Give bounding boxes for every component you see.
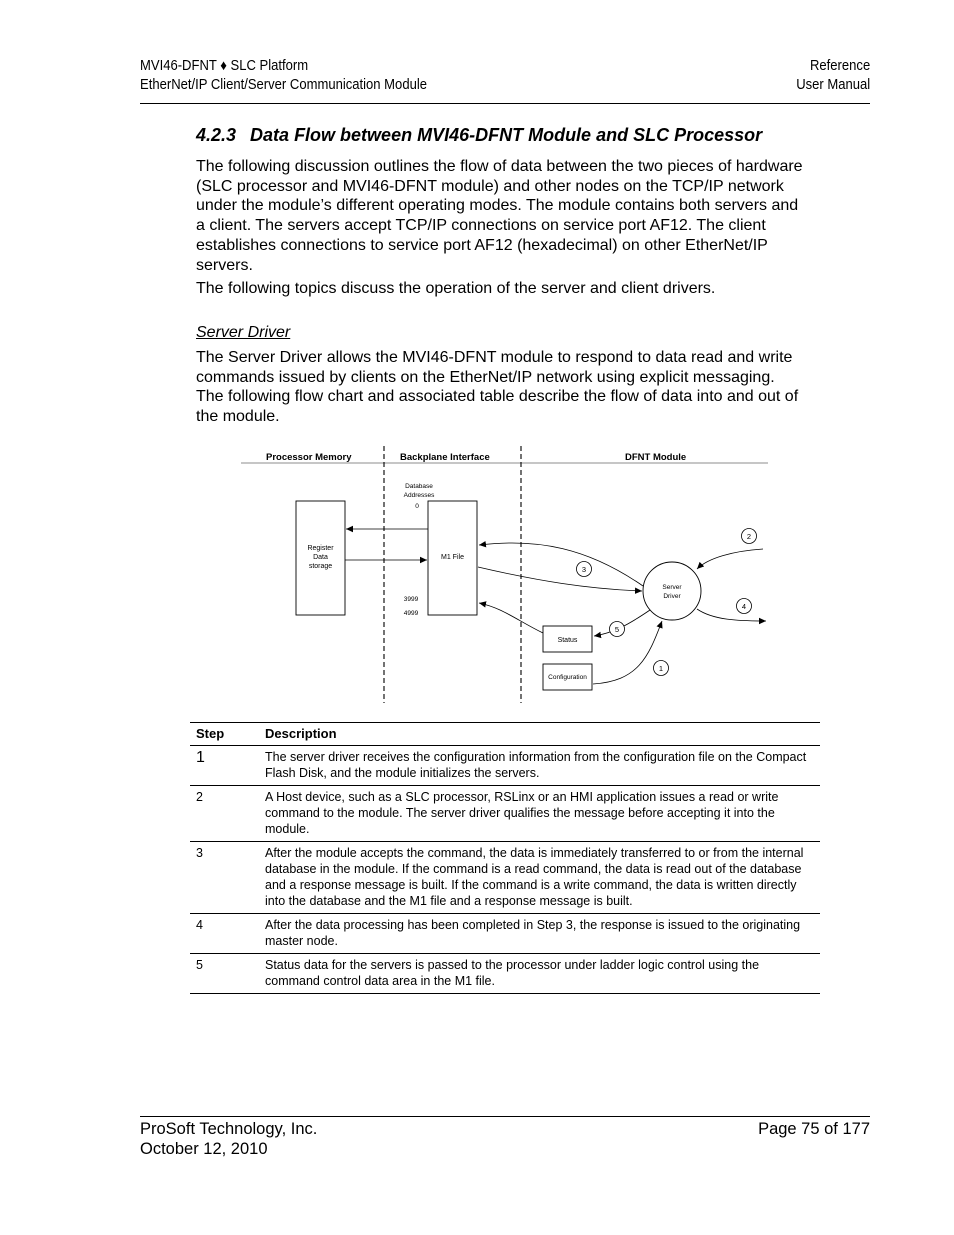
section-number: 4.2.3: [196, 125, 237, 145]
header-manual-type: User Manual: [796, 77, 870, 93]
table-row: [190, 746, 820, 786]
page-header-left: [140, 57, 427, 95]
step-description: The server driver receives the configuration information from the configuration file on the Compact Flash Disk, and the module initializes the servers.: [259, 746, 820, 786]
step-description: After the module accepts the command, the data is immediately transferred to or from the internal database in the module. If the command is a read command, the data is read out of the database and a response message is built. If the command is a write command, the data is written directly into the database and the M1 file and a response message is built.: [259, 842, 820, 914]
table-row: [190, 914, 820, 954]
step-description: A Host device, such as a SLC processor, RSLinx or an HMI application issues a read or write command to the module. The server driver qualifies the message before accepting it into the module.: [259, 786, 820, 842]
m1-file-label: M1 File: [441, 554, 464, 561]
callout-3-label: 3: [581, 565, 587, 574]
arrow-status-to-m1: [479, 603, 543, 633]
arrow-host-to-server: [697, 549, 763, 569]
callout-2-label: 2: [746, 532, 752, 541]
register-label-1: Register: [307, 545, 334, 552]
step-description: Status data for the servers is passed to the processor under ladder logic control using the command control data area in the M1 file.: [259, 954, 820, 994]
server-driver-paragraph: The Server Driver allows the MVI46-DFNT module to respond to data read and write commands issued by clients on the EtherNet/IP network using explicit messaging. The following flow chart and associated table describe the flow of data into and out of the module.: [196, 349, 799, 426]
section-heading: [196, 125, 762, 146]
column-processor-memory: Processor Memory: [266, 452, 352, 463]
address-3999: 3999: [403, 596, 419, 603]
header-product: MVI46-DFNT ♦ SLC Platform: [140, 58, 309, 74]
callout-4-label: 4: [741, 602, 747, 611]
page-footer-left: [140, 1119, 317, 1159]
column-step-header: Step: [190, 723, 259, 746]
address-start: 0: [415, 503, 419, 510]
address-4999: 4999: [403, 610, 419, 617]
step-number: 4: [190, 914, 259, 954]
section-title: Data Flow between MVI46-DFNT Module and SLC Processor: [250, 125, 763, 145]
page-header-right: [796, 57, 870, 95]
intro-paragraph: The following discussion outlines the flow of data between the two pieces of hardware (SLC processor and MVI46-DFNT module) and other nodes on the TCP/IP network under the module’s different operating modes. The module contains both servers and a client. The servers accept TCP/IP connections on service port AF12. The client establishes connections to service port AF12 (hexadecimal) on other EtherNet/IP servers.: [196, 158, 803, 274]
database-addresses-label-2: Addresses: [403, 492, 435, 499]
callout-1-label: 1: [658, 664, 664, 673]
configuration-label: Configuration: [548, 674, 587, 681]
server-driver-node: [643, 562, 701, 620]
arrow-server-to-m1: [479, 543, 643, 586]
table-header-row: [190, 723, 820, 746]
footer-date: October 12, 2010: [140, 1140, 268, 1158]
column-description-header: Description: [259, 723, 820, 746]
server-driver-subheading: Server Driver: [196, 324, 291, 341]
footer-page-number: Page 75 of 177: [758, 1120, 870, 1138]
header-module-name: EtherNet/IP Client/Server Communication Module: [140, 77, 427, 93]
column-backplane-interface: Backplane Interface: [400, 452, 490, 463]
footer-company: ProSoft Technology, Inc.: [140, 1120, 318, 1138]
header-doc-type: Reference: [809, 58, 870, 74]
topics-paragraph: The following topics discuss the operation of the server and client drivers.: [196, 280, 716, 297]
server-driver-label-2: Driver: [663, 593, 681, 600]
step-description: After the data processing has been completed in Step 3, the response is issued to the originating master node.: [259, 914, 820, 954]
step-number: 1: [190, 746, 259, 786]
register-label-3: storage: [308, 563, 333, 570]
step-number: 5: [190, 954, 259, 994]
database-addresses-label-1: Database: [405, 483, 433, 490]
arrow-server-to-host: [697, 609, 766, 621]
callout-5-label: 5: [614, 625, 620, 634]
table-row: [190, 842, 820, 914]
step-number: 3: [190, 842, 259, 914]
page-footer-right: [758, 1119, 870, 1139]
column-dfnt-module: DFNT Module: [625, 452, 687, 463]
footer-divider: [140, 1116, 870, 1117]
steps-table: [190, 722, 820, 994]
table-row: [190, 786, 820, 842]
server-driver-flow-diagram: [238, 443, 778, 708]
arrow-config-to-server: [593, 621, 662, 684]
header-divider: [140, 103, 870, 104]
step-number: 2: [190, 786, 259, 842]
table-row: [190, 954, 820, 994]
server-driver-label-1: Server: [662, 584, 682, 591]
register-label-2: Data: [313, 554, 328, 561]
status-label: Status: [557, 637, 578, 644]
